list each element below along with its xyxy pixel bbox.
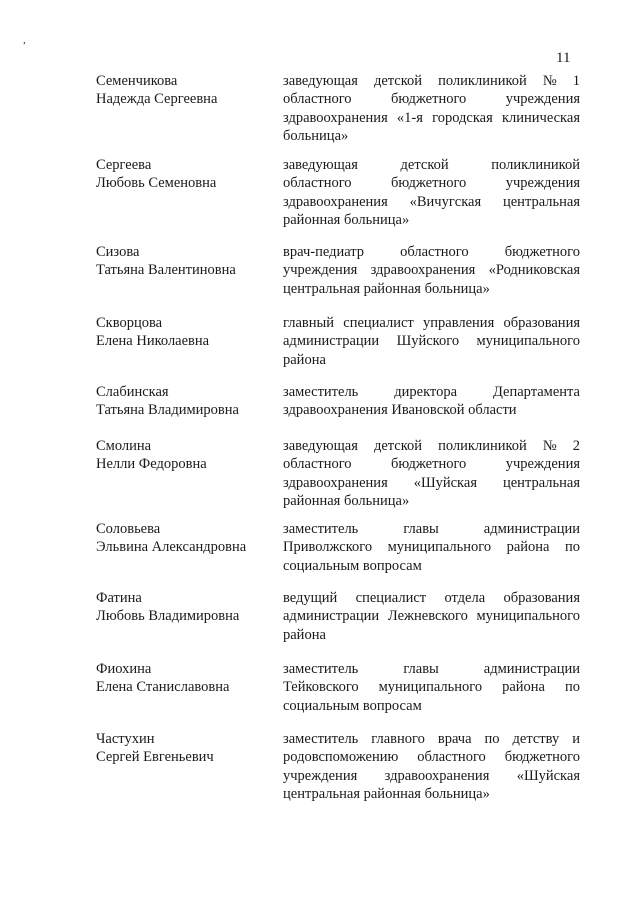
- description-line: ведущий специалист отдела образования: [283, 590, 580, 606]
- given-names: Елена Станиславовна: [96, 679, 230, 695]
- description-line: заместитель главы администрации: [283, 521, 580, 537]
- person-name: [96, 314, 266, 350]
- description-line: районная больница»: [283, 211, 410, 228]
- person-name: [96, 660, 266, 696]
- person-name: [96, 383, 266, 419]
- given-names: Сергей Евгеньевич: [96, 749, 214, 765]
- description-line: района: [283, 626, 326, 643]
- description-line: районная больница»: [283, 492, 410, 509]
- description-line: заместитель главы администрации: [283, 661, 580, 677]
- surname: Слабинская: [96, 384, 169, 400]
- given-names: Татьяна Владимировна: [96, 402, 239, 418]
- scan-mark: ,: [23, 34, 26, 46]
- surname: Скворцова: [96, 315, 163, 331]
- description-line: областного бюджетного учреждения: [283, 175, 580, 192]
- surname: Сизова: [96, 244, 140, 260]
- surname: Соловьева: [96, 521, 161, 537]
- position-description: [283, 730, 580, 803]
- position-description: [283, 589, 580, 644]
- given-names: Елена Николаевна: [96, 333, 210, 349]
- page-number: 11: [556, 50, 571, 66]
- description-line: областного бюджетного учреждения: [283, 456, 580, 473]
- person-name: [96, 243, 266, 279]
- surname: Семенчикова: [96, 73, 178, 89]
- description-line: больница»: [283, 127, 349, 144]
- description-line: врач-педиатр областного бюджетного: [283, 244, 580, 260]
- description-line: центральная районная больница»: [283, 280, 490, 297]
- description-line: заместитель главного врача по детству и: [283, 731, 580, 747]
- description-line: Приволжского муниципального района по: [283, 539, 580, 556]
- description-line: администрации Шуйского муниципального: [283, 333, 580, 350]
- description-line: заместитель директора Департамента: [283, 384, 580, 400]
- given-names: Надежда Сергеевна: [96, 91, 218, 107]
- surname: Смолина: [96, 438, 152, 454]
- description-line: здравоохранения «Вичугская центральная: [283, 193, 580, 210]
- description-line: Тейковского муниципального района по: [283, 679, 580, 696]
- description-line: областного бюджетного учреждения: [283, 91, 580, 108]
- given-names: Любовь Семеновна: [96, 175, 217, 191]
- position-description: [283, 437, 580, 510]
- position-description: [283, 72, 580, 145]
- surname: Частухин: [96, 731, 155, 747]
- description-line: социальным вопросам: [283, 697, 422, 714]
- description-line: здравоохранения «Шуйская центральная: [283, 474, 580, 491]
- description-line: учреждения здравоохранения «Шуйская: [283, 767, 580, 784]
- description-line: центральная районная больница»: [283, 785, 490, 802]
- description-line: родовспоможению областного бюджетного: [283, 749, 580, 766]
- person-name: [96, 730, 266, 766]
- surname: Фиохина: [96, 661, 152, 677]
- description-line: заведующая детской поликлиникой № 1: [283, 73, 580, 89]
- description-line: главный специалист управления образования: [283, 315, 580, 331]
- person-name: [96, 156, 266, 192]
- person-name: [96, 437, 266, 473]
- description-line: района: [283, 351, 326, 368]
- description-line: здравоохранения Ивановской области: [283, 402, 517, 419]
- given-names: Любовь Владимировна: [96, 608, 240, 624]
- position-description: [283, 520, 580, 575]
- position-description: [283, 314, 580, 369]
- surname: Фатина: [96, 590, 142, 606]
- given-names: Татьяна Валентиновна: [96, 262, 236, 278]
- given-names: Нелли Федоровна: [96, 456, 207, 472]
- person-name: [96, 72, 266, 108]
- description-line: заведующая детской поликлиникой: [283, 157, 580, 173]
- position-description: [283, 243, 580, 298]
- person-name: [96, 520, 266, 556]
- position-description: [283, 383, 580, 420]
- description-line: учреждения здравоохранения «Родниковская: [283, 262, 580, 279]
- description-line: администрации Лежневского муниципального: [283, 608, 580, 625]
- description-line: социальным вопросам: [283, 557, 422, 574]
- person-name: [96, 589, 266, 625]
- description-line: здравоохранения «1-я городская клиническая: [283, 109, 580, 126]
- position-description: [283, 660, 580, 715]
- given-names: Эльвина Александровна: [96, 539, 247, 555]
- position-description: [283, 156, 580, 229]
- surname: Сергеева: [96, 157, 152, 173]
- description-line: заведующая детской поликлиникой № 2: [283, 438, 580, 454]
